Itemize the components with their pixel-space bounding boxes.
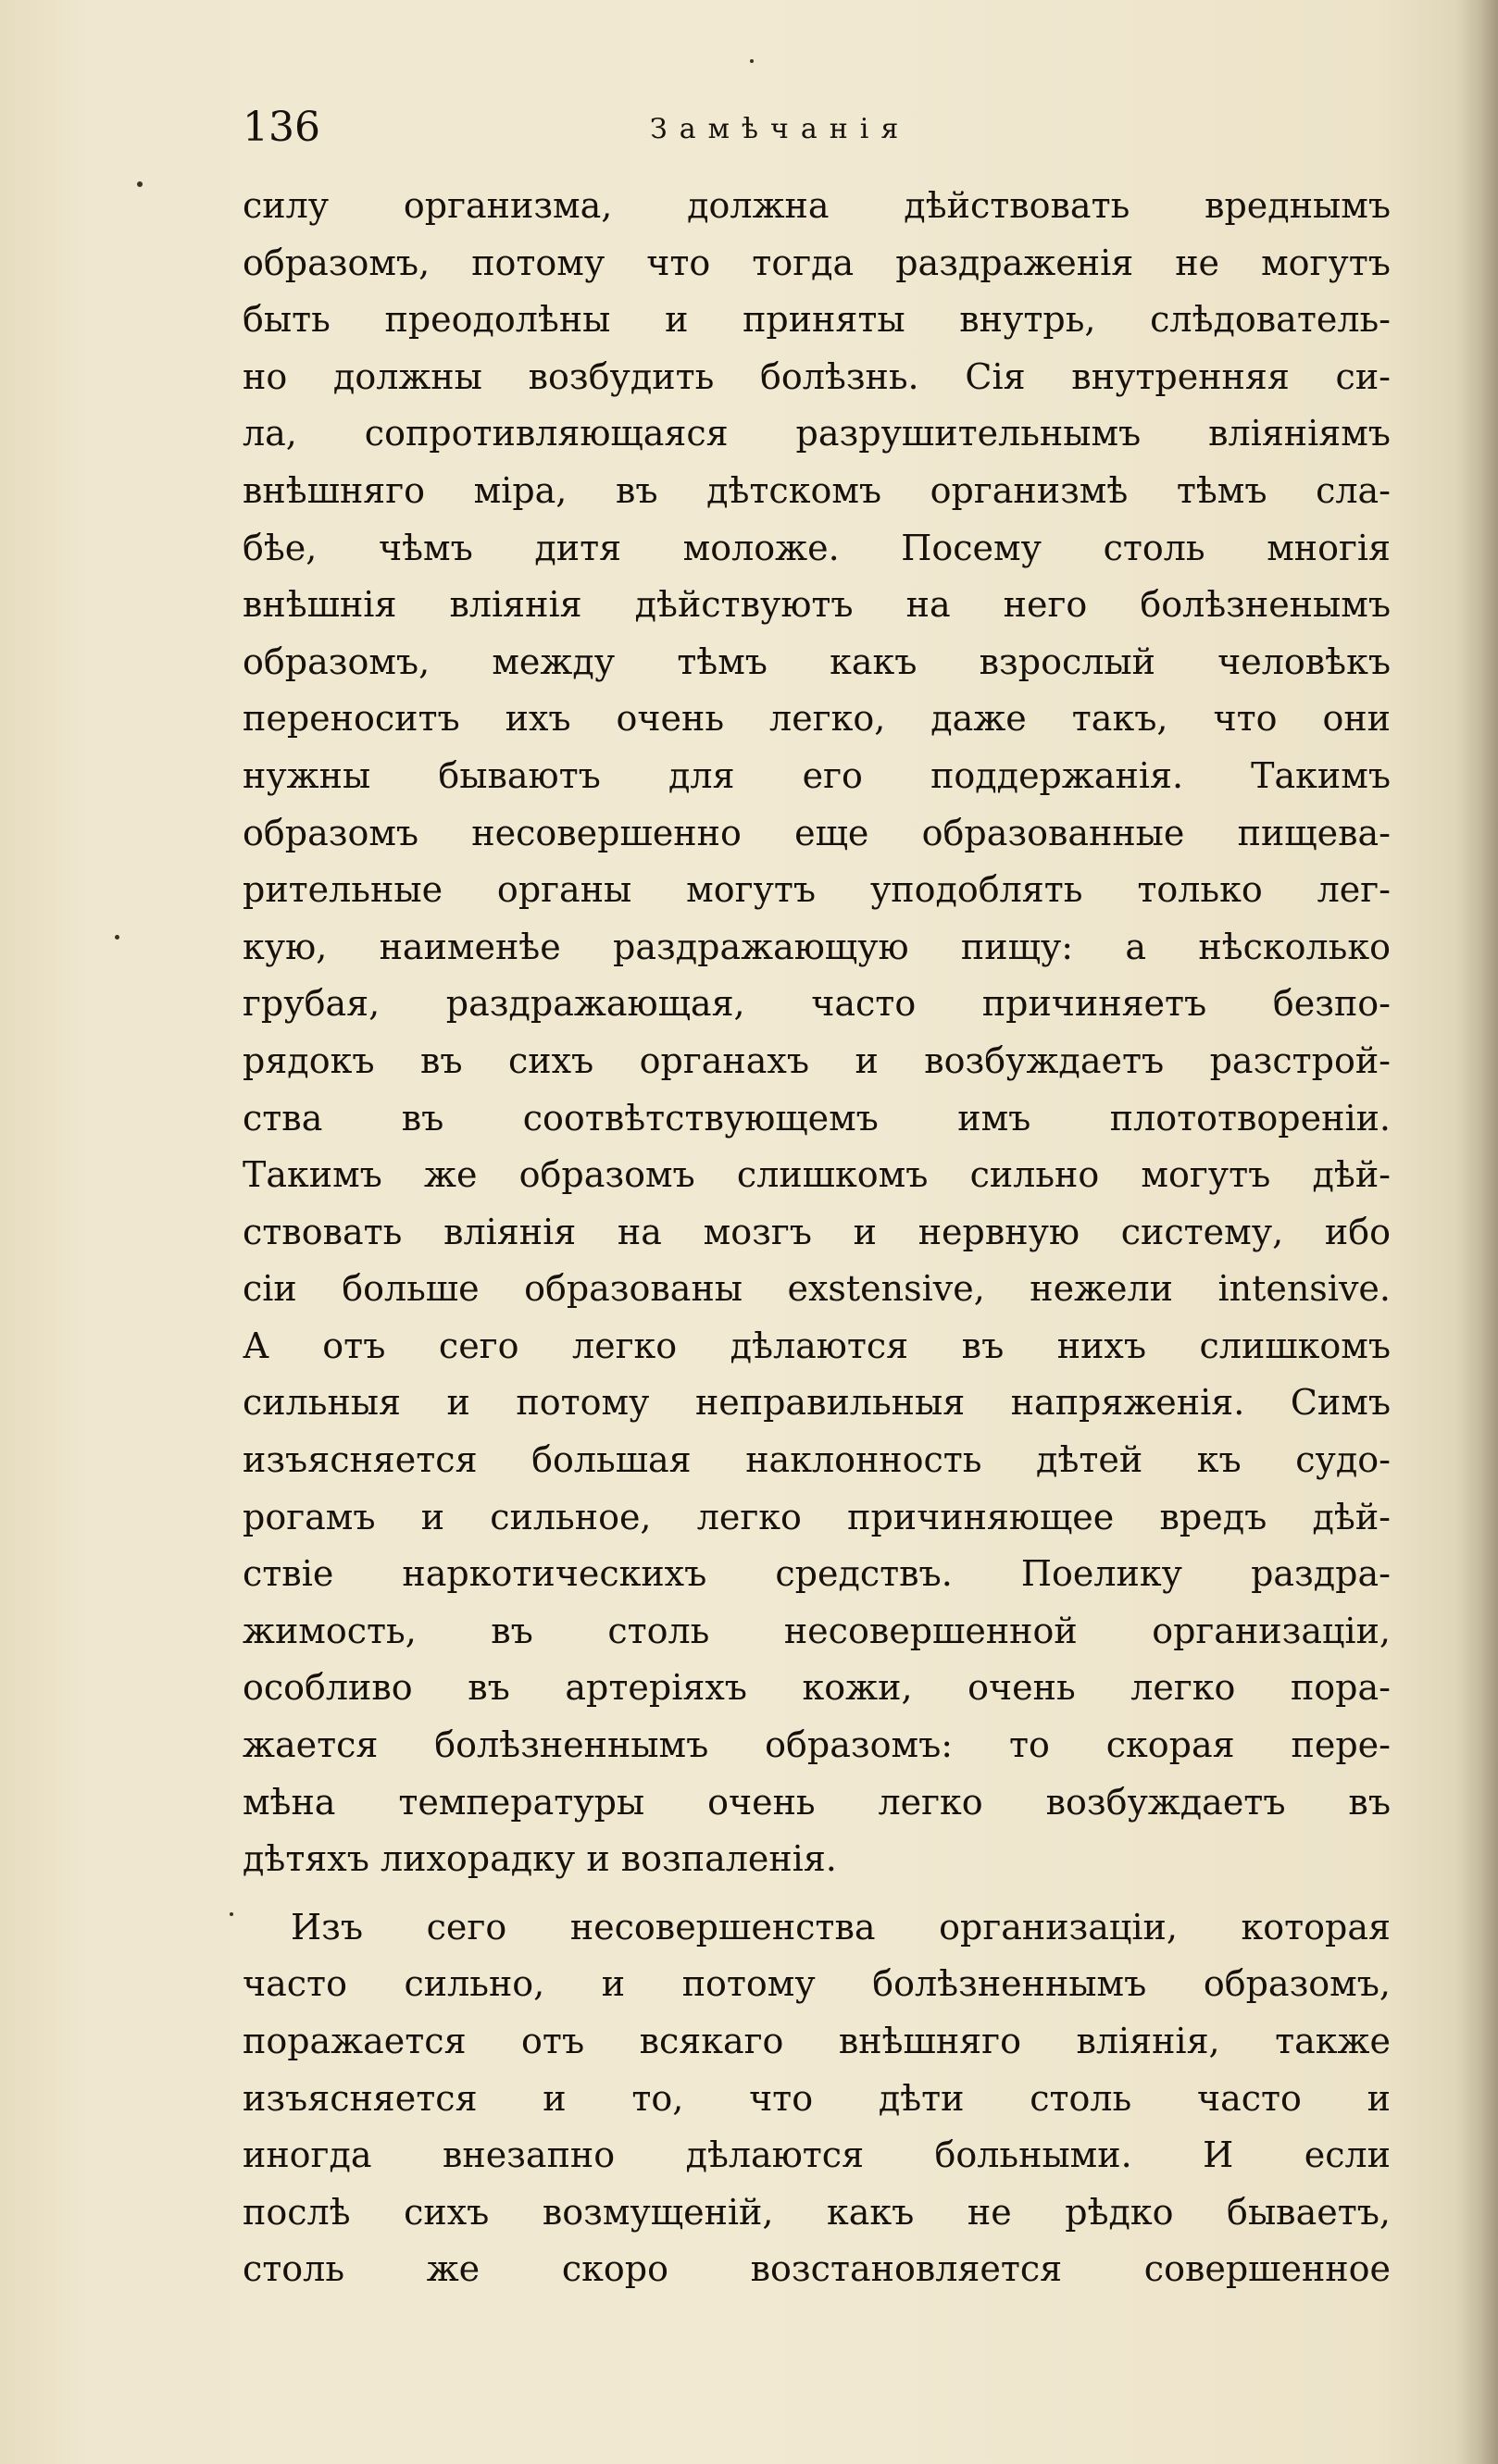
text-line: рядокъ въ сихъ органахъ и возбуждаетъ разстрой- bbox=[243, 1039, 1391, 1081]
text-line: внѣшняго міра, въ дѣтскомъ организмѣ тѣмъ сла- bbox=[243, 469, 1391, 511]
text-line: бѣе, чѣмъ дитя моложе. Посему столь многія bbox=[243, 527, 1391, 568]
paragraph-1 bbox=[243, 178, 1391, 1888]
text-line: ствіе наркотическихъ средствъ. Поелику раздра- bbox=[243, 1553, 1391, 1595]
text-line: Такимъ же образомъ слишкомъ сильно могутъ дѣй- bbox=[243, 1154, 1391, 1196]
page-edge-shadow bbox=[1455, 0, 1498, 2464]
text-line: часто сильно, и потому болѣзненнымъ образомъ, bbox=[243, 1963, 1391, 2005]
paragraph-2 bbox=[243, 1899, 1391, 2298]
text-line: кую, наименѣе раздражающую пищу: а нѣсколько bbox=[243, 926, 1391, 967]
text-line: образомъ, между тѣмъ какъ взрослый человѣкъ bbox=[243, 641, 1391, 682]
text-line: ствовать вліянія на мозгъ и нервную систему, ибо bbox=[243, 1211, 1391, 1252]
text-line: жимость, въ столь несовершенной организаціи, bbox=[243, 1610, 1391, 1651]
text-line: изъясняется большая наклонность дѣтей къ судо- bbox=[243, 1439, 1391, 1481]
ink-speck bbox=[750, 59, 754, 63]
text-line: но должны возбудить болѣзнь. Сія внутренняя си- bbox=[243, 355, 1391, 397]
text-line: поражается отъ всякаго внѣшняго вліянія, также bbox=[243, 2021, 1391, 2061]
text-line: образомъ, потому что тогда раздраженія не могутъ bbox=[243, 242, 1391, 283]
ink-speck bbox=[115, 935, 119, 940]
page-number: 136 bbox=[243, 104, 320, 151]
text-line: нужны бываютъ для его поддержанія. Такимъ bbox=[243, 754, 1391, 796]
text-line: внѣшнія вліянія дѣйствуютъ на него болѣзненымъ bbox=[243, 584, 1391, 626]
text-line: жается болѣзненнымъ образомъ: то скорая пере- bbox=[243, 1724, 1391, 1766]
text-line: дѣтяхъ лихорадку и возпаленія. bbox=[243, 1838, 837, 1880]
text-line: рогамъ и сильное, легко причиняющее вредъ дѣй- bbox=[243, 1496, 1391, 1537]
text-line: иногда внезапно дѣлаются больными. И если bbox=[243, 2134, 1391, 2176]
text-line: рительные органы могутъ уподоблять только лег- bbox=[243, 869, 1391, 911]
text-line: образомъ несовершенно еще образованные пищева- bbox=[243, 812, 1391, 853]
text-line: ла, сопротивляющаяся разрушительнымъ вліяніямъ bbox=[243, 413, 1391, 454]
text-line: быть преодолѣны и приняты внутрь, слѣдователь- bbox=[243, 299, 1391, 341]
paragraph-gap bbox=[243, 1888, 1391, 1899]
ink-speck bbox=[137, 181, 143, 187]
text-line: А отъ сего легко дѣлаются въ нихъ слишкомъ bbox=[243, 1325, 1391, 1366]
text-line: силу организма, должна дѣйствовать вреднымъ bbox=[243, 185, 1391, 226]
text-line: Изъ сего несовершенства организаціи, которая bbox=[291, 1906, 1391, 1948]
text-line: столь же скоро возстановляется совершенное bbox=[243, 2248, 1391, 2290]
body-text bbox=[243, 178, 1391, 2298]
page-header bbox=[243, 104, 1391, 159]
text-line: сіи больше образованы exstensive, нежели intensive. bbox=[243, 1268, 1391, 1310]
text-line: ства въ соотвѣтствующемъ имъ плототвореніи. bbox=[243, 1097, 1391, 1139]
text-line: переноситъ ихъ очень легко, даже такъ, что они bbox=[243, 698, 1391, 740]
text-line: послѣ сихъ возмущеній, какъ не рѣдко бываетъ, bbox=[243, 2191, 1391, 2233]
text-line: изъясняется и то, что дѣти столь часто и bbox=[243, 2077, 1391, 2119]
text-line: особливо въ артеріяхъ кожи, очень легко пора- bbox=[243, 1667, 1391, 1709]
running-head: Замѣчанія bbox=[650, 113, 911, 145]
text-line: мѣна температуры очень легко возбуждаетъ въ bbox=[243, 1781, 1391, 1823]
text-line: грубая, раздражающая, часто причиняетъ безпо- bbox=[243, 983, 1391, 1025]
ink-speck bbox=[230, 1912, 233, 1916]
text-line: сильныя и потому неправильныя напряженія. Симъ bbox=[243, 1382, 1391, 1424]
